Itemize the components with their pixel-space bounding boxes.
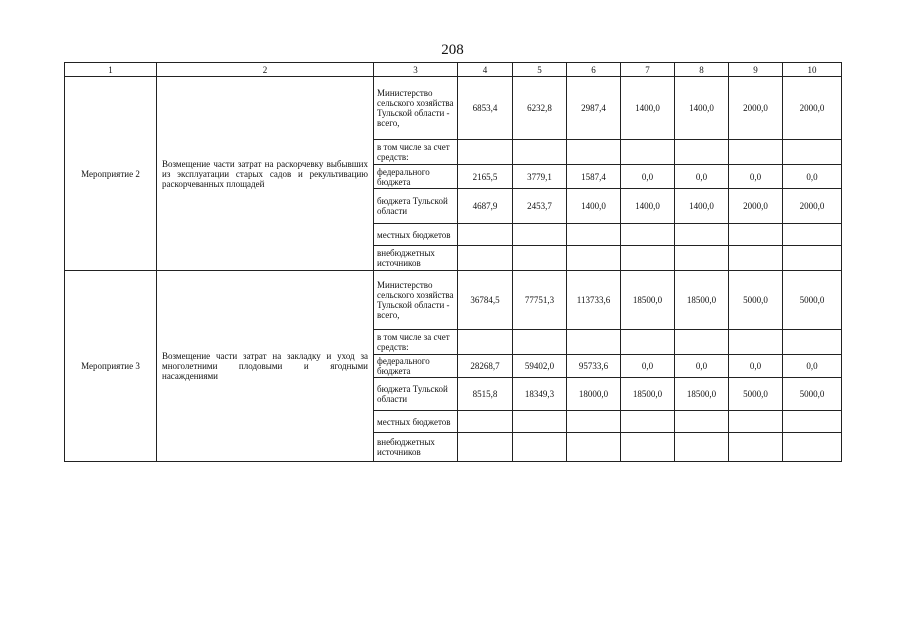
value-cell: 2165,5 [458,165,513,189]
value-cell [513,411,567,433]
column-header: 6 [567,63,621,77]
funding-source: федерального бюджета [374,355,458,378]
value-cell: 0,0 [783,355,842,378]
value-cell [458,224,513,246]
column-header: 3 [374,63,458,77]
value-cell [513,224,567,246]
value-cell: 2987,4 [567,77,621,140]
funding-source: бюджета Тульской области [374,378,458,411]
value-cell: 18500,0 [621,271,675,330]
value-cell: 8515,8 [458,378,513,411]
value-cell: 0,0 [621,355,675,378]
value-cell: 2000,0 [729,77,783,140]
budget-table [64,62,842,462]
value-cell [675,330,729,355]
value-cell [783,140,842,165]
value-cell: 0,0 [729,355,783,378]
value-cell [458,411,513,433]
value-cell [729,330,783,355]
column-header: 5 [513,63,567,77]
table-row [65,271,842,330]
value-cell [621,224,675,246]
value-cell [513,433,567,462]
page-number: 208 [441,42,464,58]
column-header: 10 [783,63,842,77]
value-cell [458,246,513,271]
value-cell [621,246,675,271]
value-cell: 0,0 [675,165,729,189]
header-row [65,63,842,77]
value-cell: 0,0 [621,165,675,189]
value-cell [783,224,842,246]
value-cell [513,246,567,271]
funding-source: Министерство сельского хозяйства Тульской области - всего, [374,77,458,140]
value-cell [729,224,783,246]
activity-description: Возмещение части затрат на закладку и уход за многолетними плодовыми и ягодными насаждениями [157,271,374,462]
value-cell: 18500,0 [675,378,729,411]
value-cell: 3779,1 [513,165,567,189]
value-cell: 113733,6 [567,271,621,330]
table-body [65,63,842,462]
value-cell: 2000,0 [729,189,783,224]
value-cell: 6853,4 [458,77,513,140]
value-cell [783,330,842,355]
value-cell: 1400,0 [675,77,729,140]
value-cell [729,246,783,271]
value-cell: 5000,0 [729,378,783,411]
value-cell [675,411,729,433]
value-cell [567,224,621,246]
column-header: 1 [65,63,157,77]
value-cell: 2000,0 [783,77,842,140]
value-cell: 1400,0 [621,77,675,140]
value-cell [567,140,621,165]
table-row [65,77,842,140]
column-header: 9 [729,63,783,77]
value-cell [621,140,675,165]
value-cell: 1400,0 [675,189,729,224]
value-cell [458,330,513,355]
value-cell: 77751,3 [513,271,567,330]
value-cell [621,330,675,355]
funding-source: местных бюджетов [374,224,458,246]
value-cell: 18500,0 [621,378,675,411]
funding-source: в том числе за счет средств: [374,140,458,165]
value-cell [675,224,729,246]
value-cell [567,246,621,271]
value-cell: 2000,0 [783,189,842,224]
value-cell: 0,0 [729,165,783,189]
value-cell [621,433,675,462]
value-cell: 18000,0 [567,378,621,411]
funding-source: внебюджетных источников [374,246,458,271]
value-cell: 5000,0 [783,271,842,330]
activity-description: Возмещение части затрат на раскорчевку выбывших из эксплуатации старых садов и рекультивацию раскорчеванных площадей [157,77,374,271]
funding-source: местных бюджетов [374,411,458,433]
value-cell: 5000,0 [729,271,783,330]
value-cell: 18349,3 [513,378,567,411]
value-cell [513,330,567,355]
activity-name: Мероприятие 2 [65,77,157,271]
funding-source: внебюджетных источников [374,433,458,462]
value-cell: 0,0 [783,165,842,189]
value-cell [675,140,729,165]
value-cell: 1587,4 [567,165,621,189]
value-cell [783,246,842,271]
value-cell [729,140,783,165]
value-cell: 2453,7 [513,189,567,224]
column-header: 8 [675,63,729,77]
value-cell: 28268,7 [458,355,513,378]
funding-source: Министерство сельского хозяйства Тульской области - всего, [374,271,458,330]
column-header: 7 [621,63,675,77]
value-cell: 0,0 [675,355,729,378]
value-cell [567,411,621,433]
value-cell: 1400,0 [621,189,675,224]
value-cell: 5000,0 [783,378,842,411]
funding-source: бюджета Тульской области [374,189,458,224]
value-cell [458,433,513,462]
value-cell [567,433,621,462]
activity-name: Мероприятие 3 [65,271,157,462]
column-header: 4 [458,63,513,77]
value-cell: 6232,8 [513,77,567,140]
value-cell [567,330,621,355]
value-cell [675,433,729,462]
value-cell [729,411,783,433]
column-header: 2 [157,63,374,77]
value-cell [783,433,842,462]
value-cell: 95733,6 [567,355,621,378]
value-cell: 36784,5 [458,271,513,330]
value-cell [458,140,513,165]
funding-source: в том числе за счет средств: [374,330,458,355]
value-cell [783,411,842,433]
value-cell: 59402,0 [513,355,567,378]
funding-source: федерального бюджета [374,165,458,189]
value-cell: 1400,0 [567,189,621,224]
value-cell [513,140,567,165]
value-cell [675,246,729,271]
value-cell [621,411,675,433]
value-cell [729,433,783,462]
value-cell: 18500,0 [675,271,729,330]
value-cell: 4687,9 [458,189,513,224]
